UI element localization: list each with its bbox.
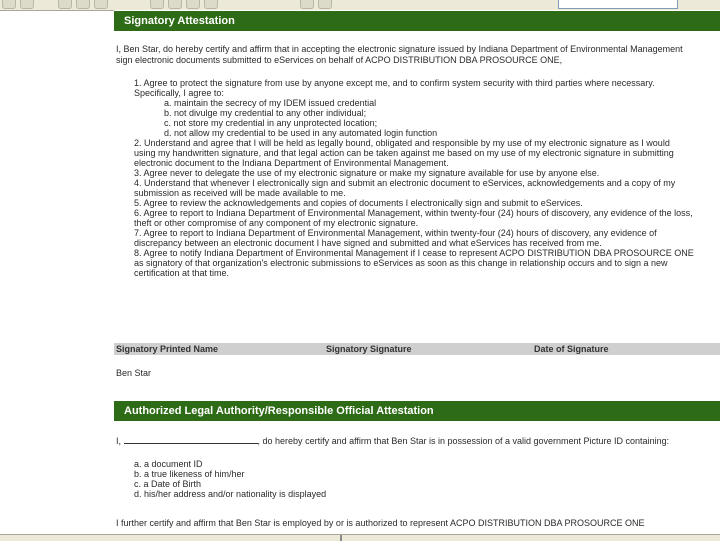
authorized-line-prefix: I,	[116, 436, 122, 446]
forward-icon[interactable]	[20, 0, 34, 9]
attestation-page	[114, 10, 720, 534]
agreement-7-text: 7. Agree to report to Indiana Department of Environmental Management, within twenty-four (24) hours of discovery, any evidence of	[134, 228, 657, 238]
history-icon[interactable]	[150, 0, 164, 9]
folder-icon[interactable]	[300, 0, 314, 9]
credential-rule-a: a. maintain the secrecy of my IDEM issued credential	[164, 98, 377, 108]
agreement-3-text: 3. Agree never to delegate the use of my electronic signature or make my signature available for use by anyone else.	[134, 168, 600, 178]
agreement-8-text-3: certification at that time.	[134, 268, 230, 278]
credential-rule-c: c. not store my credential in any unprotected location;	[164, 118, 378, 128]
col-printed-name: Signatory Printed Name	[116, 344, 219, 354]
agreement-2-text-2: using my handwritten signature, and that legal action can be taken against me based on my use of my electronic signature in submitting	[134, 148, 674, 158]
agreement-item-8	[134, 248, 720, 278]
col-date: Date of Signature	[534, 344, 609, 354]
authorized-certify-line	[116, 435, 669, 446]
agreement-item-4	[134, 178, 720, 198]
authorized-footer-line: I further certify and affirm that Ben Star is employed by or is authorized to represent ACPO DISTRIBUTION DBA PROSOURCE ONE	[116, 518, 645, 528]
agreement-8-text: 8. Agree to notify Indiana Department of Environmental Management if I cease to represent ACPO DISTRIBUTION DBA PROSOURCE ONE	[134, 248, 694, 258]
agreement-item-7	[134, 228, 720, 248]
agreement-item-1	[134, 78, 720, 138]
agreement-4-text: 4. Understand that whenever I electronically sign and submit an electronic document to eServices, acknowledgements and a copy of my	[134, 178, 676, 188]
authorized-line-rest: , do hereby certify and affirm that Ben Star is in possession of a valid government Picture ID containing:	[257, 436, 670, 446]
credential-rule-b: b. not divulge my credential to any other individual;	[164, 108, 367, 118]
agreement-4-text-2: submission as received will be made available to me.	[134, 188, 346, 198]
agreement-2-text-3: electronic document to the Indiana Department of Environmental Management.	[134, 158, 449, 168]
signatory-attestation-header: Signatory Attestation	[114, 11, 720, 31]
agreement-5-text: 5. Agree to review the acknowledgements and copies of documents I electronically sign and submit to eServices.	[134, 198, 583, 208]
messenger-icon[interactable]	[318, 0, 332, 9]
status-divider	[340, 535, 342, 541]
agreement-item-6	[134, 208, 720, 228]
id-requirement-b: b. a true likeness of him/her	[134, 469, 245, 479]
favorites-icon[interactable]	[94, 0, 108, 9]
id-requirement-d: d. his/her address and/or nationality is displayed	[134, 489, 327, 499]
agreement-6-text-2: theft or other compromise of any component of my electronic signature.	[134, 218, 419, 228]
id-requirement-c: c. a Date of Birth	[134, 479, 202, 489]
agreement-7-text-2: discrepancy between an electronic document I have signed and submitted and what eServices has received from me.	[134, 238, 602, 248]
signatory-agreements-list	[134, 78, 720, 278]
authorized-name-input[interactable]	[124, 435, 258, 444]
address-bar[interactable]	[558, 0, 678, 9]
mail-icon[interactable]	[168, 0, 182, 9]
agreement-item-2	[134, 138, 720, 168]
agreement-8-text-2: as signatory of that organization's electronic submissions to eServices as soon as this change in relationship occurs and to sign a new	[134, 258, 668, 268]
id-requirement-a: a. a document ID	[134, 459, 203, 469]
home-icon[interactable]	[58, 0, 72, 9]
credential-rule-d: d. not allow my credential to be used in any automated login function	[164, 128, 438, 138]
picture-id-requirements-list	[134, 459, 720, 499]
agreement-1-text-2: Specifically, I agree to:	[134, 88, 224, 98]
signatory-intro-line-2: sign electronic documents submitted to eServices on behalf of ACPO DISTRIBUTION DBA PROSOURCE ONE,	[116, 55, 563, 65]
signatory-intro-line-1: I, Ben Star, do hereby certify and affirm that in accepting the electronic signature issued by Indiana Department of Environmental Management	[116, 44, 683, 54]
signature-column-headers	[114, 343, 720, 355]
agreement-1-text: 1. Agree to protect the signature from use by anyone except me, and to confirm system security with third parties where necessary.	[134, 78, 655, 88]
col-signature: Signatory Signature	[326, 344, 412, 354]
print-icon[interactable]	[186, 0, 200, 9]
authorized-attestation-header: Authorized Legal Authority/Responsible Official Attestation	[114, 401, 720, 421]
edit-icon[interactable]	[204, 0, 218, 9]
back-icon[interactable]	[2, 0, 16, 9]
agreement-2-text: 2. Understand and agree that I will be held as legally bound, obligated and responsible by my use of my electronic signature as I would	[134, 138, 670, 148]
agreement-item-5	[134, 198, 720, 208]
credential-rules-list	[134, 98, 720, 138]
agreement-item-3	[134, 168, 720, 178]
search-icon[interactable]	[76, 0, 90, 9]
agreement-6-text: 6. Agree to report to Indiana Department of Environmental Management, within twenty-four (24) hours of discovery, any evidence of the loss,	[134, 208, 693, 218]
signatory-printed-name: Ben Star	[116, 368, 152, 378]
